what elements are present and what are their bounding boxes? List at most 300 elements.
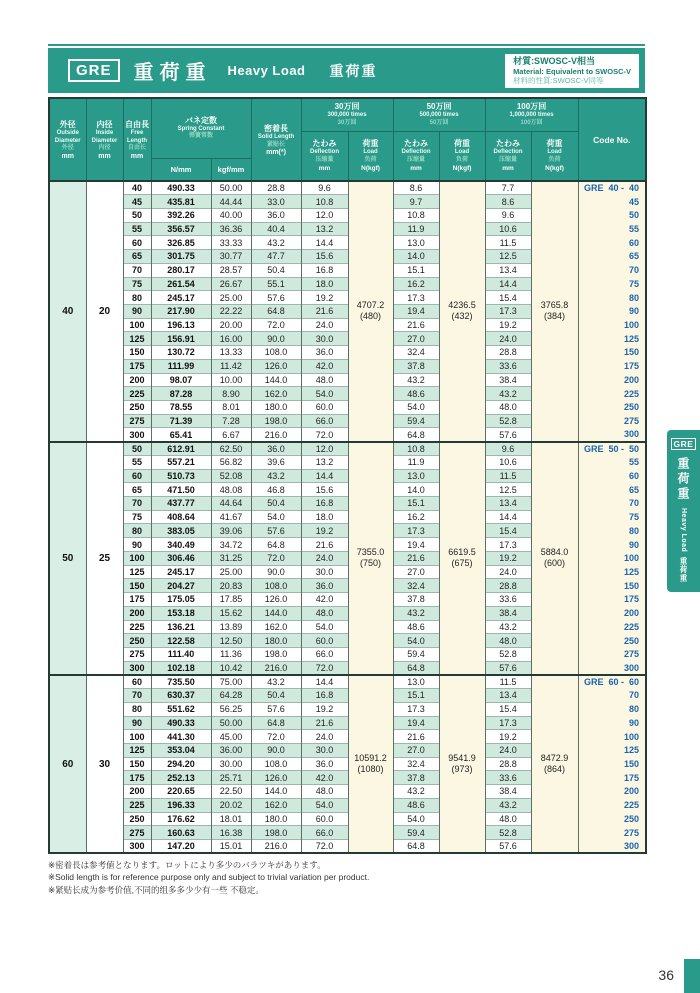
deflection-1000k-cell: 57.6: [485, 428, 531, 442]
deflection-1000k-cell: 48.0: [485, 812, 531, 826]
code-no-cell: 300: [578, 428, 646, 442]
spring-constant-n-cell: 147.20: [151, 840, 211, 854]
deflection-1000k-cell: 24.0: [485, 565, 531, 579]
spec-table-header: [49, 98, 646, 181]
spring-constant-n-cell: 175.05: [151, 593, 211, 607]
deflection-300k-cell: 10.8: [301, 195, 348, 209]
code-no-cell: 150: [578, 757, 646, 771]
deflection-500k-cell: 37.8: [393, 593, 439, 607]
spring-constant-n-cell: 111.99: [151, 359, 211, 373]
deflection-500k-cell: 14.0: [393, 483, 439, 497]
deflection-300k-cell: 19.2: [301, 524, 348, 538]
banner-top-rule: [48, 44, 645, 46]
deflection-1000k-cell: 52.8: [485, 414, 531, 428]
deflection-500k-cell: 17.3: [393, 291, 439, 305]
header-load-1000k: 荷重 Load 负荷 N(kgf): [531, 131, 578, 181]
load-1000k-cell: 8472.9 (864): [531, 675, 578, 853]
page-title-cn: 重荷重: [329, 62, 378, 79]
outside-diameter-cell: 40: [49, 181, 86, 442]
spring-constant-n-cell: 437.77: [151, 497, 211, 511]
deflection-300k-cell: 66.0: [301, 826, 348, 840]
deflection-300k-cell: 72.0: [301, 428, 348, 442]
solid-length-cell: 36.0: [251, 442, 301, 456]
deflection-300k-cell: 19.2: [301, 291, 348, 305]
table-row: [49, 181, 646, 195]
deflection-500k-cell: 17.3: [393, 702, 439, 716]
deflection-500k-cell: 11.9: [393, 222, 439, 236]
code-no-cell: 225: [578, 798, 646, 812]
spring-constant-kgf-cell: 75.00: [211, 675, 251, 689]
deflection-300k-cell: 54.0: [301, 798, 348, 812]
spring-constant-kgf-cell: 36.36: [211, 222, 251, 236]
code-no-cell: 80: [578, 524, 646, 538]
code-no-cell: 275: [578, 414, 646, 428]
deflection-1000k-cell: 52.8: [485, 826, 531, 840]
code-no-cell: 125: [578, 743, 646, 757]
deflection-500k-cell: 54.0: [393, 812, 439, 826]
spring-constant-kgf-cell: 52.08: [211, 469, 251, 483]
spring-constant-n-cell: 490.33: [151, 181, 211, 195]
header-cycles-300k: 30万回 300,000 times 30万回: [301, 98, 393, 131]
deflection-500k-cell: 15.1: [393, 497, 439, 511]
solid-length-cell: 55.1: [251, 277, 301, 291]
load-300k-cell: 4707.2 (480): [348, 181, 393, 442]
spec-table-body: [49, 181, 646, 853]
side-tab-title-cn: 重荷重: [679, 557, 688, 583]
solid-length-cell: 50.4: [251, 689, 301, 703]
deflection-300k-cell: 36.0: [301, 757, 348, 771]
spring-constant-kgf-cell: 36.00: [211, 743, 251, 757]
free-length-cell: 80: [123, 524, 151, 538]
deflection-1000k-cell: 8.6: [485, 195, 531, 209]
spring-constant-kgf-cell: 13.89: [211, 620, 251, 634]
solid-length-cell: 126.0: [251, 359, 301, 373]
code-no-cell: 150: [578, 346, 646, 360]
free-length-cell: 50: [123, 208, 151, 222]
deflection-300k-cell: 12.0: [301, 208, 348, 222]
deflection-500k-cell: 17.3: [393, 524, 439, 538]
free-length-cell: 200: [123, 373, 151, 387]
deflection-1000k-cell: 15.4: [485, 702, 531, 716]
deflection-500k-cell: 48.6: [393, 798, 439, 812]
deflection-300k-cell: 36.0: [301, 346, 348, 360]
spring-constant-kgf-cell: 48.08: [211, 483, 251, 497]
deflection-300k-cell: 48.0: [301, 606, 348, 620]
spring-constant-n-cell: 735.50: [151, 675, 211, 689]
deflection-1000k-cell: 24.0: [485, 743, 531, 757]
deflection-500k-cell: 43.2: [393, 785, 439, 799]
deflection-300k-cell: 24.0: [301, 551, 348, 565]
side-tab-heavy-load: [667, 430, 700, 592]
code-no-cell: 65: [578, 483, 646, 497]
spring-constant-n-cell: 326.85: [151, 236, 211, 250]
code-no-cell: GRE 40 - 40: [578, 181, 646, 195]
code-no-cell: 225: [578, 387, 646, 401]
spring-constant-kgf-cell: 44.44: [211, 195, 251, 209]
free-length-cell: 65: [123, 250, 151, 264]
deflection-1000k-cell: 57.6: [485, 840, 531, 854]
solid-length-cell: 162.0: [251, 798, 301, 812]
deflection-500k-cell: 64.8: [393, 840, 439, 854]
spring-constant-kgf-cell: 20.83: [211, 579, 251, 593]
free-length-cell: 60: [123, 469, 151, 483]
spring-constant-kgf-cell: 16.00: [211, 332, 251, 346]
free-length-cell: 65: [123, 483, 151, 497]
free-length-cell: 225: [123, 620, 151, 634]
header-banner: [48, 48, 645, 93]
deflection-300k-cell: 60.0: [301, 634, 348, 648]
code-no-cell: 125: [578, 565, 646, 579]
solid-length-cell: 36.0: [251, 208, 301, 222]
deflection-500k-cell: 54.0: [393, 401, 439, 415]
solid-length-cell: 72.0: [251, 551, 301, 565]
deflection-500k-cell: 8.6: [393, 181, 439, 195]
spring-constant-n-cell: 98.07: [151, 373, 211, 387]
load-300k-cell: 7355.0 (750): [348, 442, 393, 675]
spring-constant-kgf-cell: 20.02: [211, 798, 251, 812]
free-length-cell: 50: [123, 442, 151, 456]
spring-constant-n-cell: 245.17: [151, 291, 211, 305]
deflection-500k-cell: 19.4: [393, 538, 439, 552]
deflection-500k-cell: 19.4: [393, 716, 439, 730]
spring-constant-kgf-cell: 6.67: [211, 428, 251, 442]
spring-constant-n-cell: 383.05: [151, 524, 211, 538]
deflection-300k-cell: 12.0: [301, 442, 348, 456]
spring-constant-kgf-cell: 7.28: [211, 414, 251, 428]
code-no-cell: GRE 60 - 60: [578, 675, 646, 689]
deflection-1000k-cell: 48.0: [485, 634, 531, 648]
header-outside-diameter: 外径 Outside Diameter 外径 mm: [49, 98, 86, 181]
deflection-300k-cell: 30.0: [301, 743, 348, 757]
spring-constant-n-cell: 306.46: [151, 551, 211, 565]
side-tab-title-en: Heavy Load: [680, 508, 687, 553]
spring-constant-n-cell: 392.26: [151, 208, 211, 222]
header-cycles-1000k: 100万回 1,000,000 times 100万回: [485, 98, 578, 131]
code-no-cell: 75: [578, 510, 646, 524]
deflection-300k-cell: 16.8: [301, 689, 348, 703]
deflection-1000k-cell: 19.2: [485, 318, 531, 332]
solid-length-cell: 108.0: [251, 757, 301, 771]
spring-constant-n-cell: 630.37: [151, 689, 211, 703]
deflection-500k-cell: 32.4: [393, 579, 439, 593]
spring-constant-n-cell: 471.50: [151, 483, 211, 497]
deflection-300k-cell: 21.6: [301, 304, 348, 318]
spring-constant-kgf-cell: 15.62: [211, 606, 251, 620]
code-no-cell: 55: [578, 222, 646, 236]
deflection-1000k-cell: 38.4: [485, 785, 531, 799]
solid-length-cell: 33.0: [251, 195, 301, 209]
solid-length-cell: 54.0: [251, 510, 301, 524]
spring-constant-kgf-cell: 44.64: [211, 497, 251, 511]
free-length-cell: 125: [123, 743, 151, 757]
deflection-500k-cell: 13.0: [393, 236, 439, 250]
footnotes: [48, 859, 369, 896]
spring-constant-n-cell: 196.33: [151, 798, 211, 812]
deflection-1000k-cell: 19.2: [485, 730, 531, 744]
load-1000k-cell: 3765.8 (384): [531, 181, 578, 442]
code-no-cell: 100: [578, 318, 646, 332]
solid-length-cell: 57.6: [251, 524, 301, 538]
spring-constant-kgf-cell: 41.67: [211, 510, 251, 524]
free-length-cell: 100: [123, 730, 151, 744]
table-row: [49, 442, 646, 456]
spring-constant-n-cell: 71.39: [151, 414, 211, 428]
solid-length-cell: 216.0: [251, 661, 301, 675]
spring-constant-kgf-cell: 22.22: [211, 304, 251, 318]
deflection-300k-cell: 48.0: [301, 373, 348, 387]
deflection-1000k-cell: 9.6: [485, 208, 531, 222]
deflection-300k-cell: 60.0: [301, 401, 348, 415]
deflection-1000k-cell: 38.4: [485, 373, 531, 387]
load-500k-cell: 4236.5 (432): [439, 181, 485, 442]
free-length-cell: 90: [123, 538, 151, 552]
deflection-1000k-cell: 43.2: [485, 620, 531, 634]
code-no-cell: 175: [578, 771, 646, 785]
solid-length-cell: 198.0: [251, 414, 301, 428]
free-length-cell: 250: [123, 401, 151, 415]
spring-constant-kgf-cell: 12.50: [211, 634, 251, 648]
free-length-cell: 40: [123, 181, 151, 195]
spring-constant-n-cell: 551.62: [151, 702, 211, 716]
deflection-500k-cell: 43.2: [393, 373, 439, 387]
solid-length-cell: 39.6: [251, 455, 301, 469]
spring-constant-n-cell: 176.62: [151, 812, 211, 826]
solid-length-cell: 28.8: [251, 181, 301, 195]
code-no-cell: 80: [578, 291, 646, 305]
solid-length-cell: 90.0: [251, 332, 301, 346]
deflection-1000k-cell: 28.8: [485, 757, 531, 771]
free-length-cell: 275: [123, 647, 151, 661]
header-cycles-500k: 50万回 500,000 times 50万回: [393, 98, 485, 131]
deflection-500k-cell: 48.6: [393, 387, 439, 401]
deflection-500k-cell: 16.2: [393, 277, 439, 291]
solid-length-cell: 198.0: [251, 826, 301, 840]
deflection-500k-cell: 32.4: [393, 757, 439, 771]
deflection-500k-cell: 14.0: [393, 250, 439, 264]
deflection-1000k-cell: 14.4: [485, 510, 531, 524]
code-no-cell: 125: [578, 332, 646, 346]
spring-constant-n-cell: 136.21: [151, 620, 211, 634]
deflection-1000k-cell: 10.6: [485, 455, 531, 469]
code-no-cell: 80: [578, 702, 646, 716]
deflection-300k-cell: 72.0: [301, 840, 348, 854]
deflection-500k-cell: 64.8: [393, 428, 439, 442]
deflection-300k-cell: 54.0: [301, 620, 348, 634]
code-no-cell: 275: [578, 826, 646, 840]
deflection-500k-cell: 21.6: [393, 318, 439, 332]
deflection-1000k-cell: 17.3: [485, 304, 531, 318]
spring-constant-n-cell: 111.40: [151, 647, 211, 661]
material-line-jp: 材質:SWOSC-V相当: [513, 55, 596, 66]
deflection-500k-cell: 59.4: [393, 414, 439, 428]
free-length-cell: 275: [123, 414, 151, 428]
free-length-cell: 55: [123, 222, 151, 236]
free-length-cell: 60: [123, 236, 151, 250]
deflection-300k-cell: 13.2: [301, 222, 348, 236]
code-no-cell: 250: [578, 634, 646, 648]
deflection-1000k-cell: 7.7: [485, 181, 531, 195]
spring-constant-n-cell: 294.20: [151, 757, 211, 771]
spring-constant-n-cell: 557.21: [151, 455, 211, 469]
solid-length-cell: 198.0: [251, 647, 301, 661]
solid-length-cell: 72.0: [251, 318, 301, 332]
deflection-500k-cell: 59.4: [393, 647, 439, 661]
deflection-500k-cell: 43.2: [393, 606, 439, 620]
header-solid-length: 密着長 Solid Length 紧贴长 mm(*): [251, 98, 301, 181]
free-length-cell: 125: [123, 332, 151, 346]
deflection-500k-cell: 15.1: [393, 263, 439, 277]
solid-length-cell: 216.0: [251, 428, 301, 442]
deflection-1000k-cell: 15.4: [485, 291, 531, 305]
free-length-cell: 250: [123, 634, 151, 648]
code-no-cell: 300: [578, 840, 646, 854]
deflection-1000k-cell: 11.5: [485, 469, 531, 483]
spring-constant-n-cell: 301.75: [151, 250, 211, 264]
deflection-500k-cell: 54.0: [393, 634, 439, 648]
spring-constant-kgf-cell: 16.38: [211, 826, 251, 840]
spring-constant-kgf-cell: 10.00: [211, 373, 251, 387]
free-length-cell: 200: [123, 785, 151, 799]
inside-diameter-cell: 20: [86, 181, 123, 442]
spring-constant-n-cell: 612.91: [151, 442, 211, 456]
spring-constant-n-cell: 408.64: [151, 510, 211, 524]
spring-constant-n-cell: 441.30: [151, 730, 211, 744]
solid-length-cell: 57.6: [251, 702, 301, 716]
spring-constant-kgf-cell: 20.00: [211, 318, 251, 332]
spring-constant-kgf-cell: 25.00: [211, 291, 251, 305]
code-no-cell: 300: [578, 661, 646, 675]
free-length-cell: 45: [123, 195, 151, 209]
deflection-500k-cell: 11.9: [393, 455, 439, 469]
spring-constant-kgf-cell: 45.00: [211, 730, 251, 744]
solid-length-cell: 144.0: [251, 606, 301, 620]
deflection-500k-cell: 13.0: [393, 675, 439, 689]
spring-constant-kgf-cell: 33.33: [211, 236, 251, 250]
deflection-300k-cell: 19.2: [301, 702, 348, 716]
spring-constant-n-cell: 245.17: [151, 565, 211, 579]
deflection-300k-cell: 54.0: [301, 387, 348, 401]
spring-constant-kgf-cell: 8.01: [211, 401, 251, 415]
deflection-500k-cell: 59.4: [393, 826, 439, 840]
deflection-300k-cell: 18.0: [301, 510, 348, 524]
deflection-1000k-cell: 15.4: [485, 524, 531, 538]
code-no-cell: 75: [578, 277, 646, 291]
deflection-1000k-cell: 13.4: [485, 497, 531, 511]
header-load-300k: 荷重 Load 负荷 N(kgf): [348, 131, 393, 181]
deflection-300k-cell: 24.0: [301, 730, 348, 744]
header-spring-constant: バネ定数 Spring Constant 弹簧常数: [151, 98, 251, 158]
deflection-300k-cell: 16.8: [301, 263, 348, 277]
free-length-cell: 225: [123, 798, 151, 812]
spring-constant-kgf-cell: 15.01: [211, 840, 251, 854]
free-length-cell: 80: [123, 291, 151, 305]
spring-constant-n-cell: 490.33: [151, 716, 211, 730]
spring-constant-kgf-cell: 30.00: [211, 757, 251, 771]
free-length-cell: 150: [123, 579, 151, 593]
spring-constant-kgf-cell: 56.25: [211, 702, 251, 716]
footnote-cn: ※紧贴长成为参考价值,不同的组多多少少有一些 不稳定。: [48, 884, 264, 895]
deflection-500k-cell: 10.8: [393, 208, 439, 222]
solid-length-cell: 43.2: [251, 469, 301, 483]
code-no-cell: 250: [578, 401, 646, 415]
deflection-1000k-cell: 13.4: [485, 689, 531, 703]
free-length-cell: 175: [123, 359, 151, 373]
deflection-300k-cell: 13.2: [301, 455, 348, 469]
code-no-cell: 150: [578, 579, 646, 593]
solid-length-cell: 90.0: [251, 743, 301, 757]
spring-constant-n-cell: 220.65: [151, 785, 211, 799]
spring-constant-kgf-cell: 11.36: [211, 647, 251, 661]
deflection-500k-cell: 10.8: [393, 442, 439, 456]
material-info-box: [505, 54, 639, 88]
code-no-cell: 90: [578, 304, 646, 318]
free-length-cell: 70: [123, 689, 151, 703]
code-no-cell: 200: [578, 373, 646, 387]
deflection-1000k-cell: 17.3: [485, 716, 531, 730]
solid-length-cell: 64.8: [251, 538, 301, 552]
deflection-500k-cell: 15.1: [393, 689, 439, 703]
deflection-300k-cell: 15.6: [301, 483, 348, 497]
solid-length-cell: 50.4: [251, 263, 301, 277]
spring-constant-n-cell: 261.54: [151, 277, 211, 291]
inside-diameter-cell: 25: [86, 442, 123, 675]
solid-length-cell: 64.8: [251, 304, 301, 318]
solid-length-cell: 108.0: [251, 346, 301, 360]
deflection-500k-cell: 21.6: [393, 551, 439, 565]
code-no-cell: 55: [578, 455, 646, 469]
spring-constant-n-cell: 252.13: [151, 771, 211, 785]
spring-constant-n-cell: 156.91: [151, 332, 211, 346]
load-1000k-cell: 5884.0 (600): [531, 442, 578, 675]
deflection-1000k-cell: 33.6: [485, 771, 531, 785]
free-length-cell: 75: [123, 277, 151, 291]
code-no-cell: 90: [578, 538, 646, 552]
free-length-cell: 175: [123, 771, 151, 785]
free-length-cell: 300: [123, 661, 151, 675]
header-free-length: 自由長 Free Length 自由长 mm: [123, 98, 151, 181]
spring-constant-n-cell: 356.57: [151, 222, 211, 236]
deflection-300k-cell: 36.0: [301, 579, 348, 593]
deflection-300k-cell: 30.0: [301, 332, 348, 346]
spec-table: [48, 97, 647, 854]
header-inside-diameter: 内径 Inside Diameter 内径 mm: [86, 98, 123, 181]
spring-constant-kgf-cell: 62.50: [211, 442, 251, 456]
deflection-500k-cell: 48.6: [393, 620, 439, 634]
solid-length-cell: 43.2: [251, 675, 301, 689]
deflection-1000k-cell: 57.6: [485, 661, 531, 675]
material-line-en: Material: Equivalent to SWOSC-V: [513, 66, 631, 76]
code-no-cell: 60: [578, 236, 646, 250]
free-length-cell: 225: [123, 387, 151, 401]
deflection-1000k-cell: 10.6: [485, 222, 531, 236]
side-tab-series-badge: GRE: [671, 438, 697, 450]
deflection-300k-cell: 66.0: [301, 414, 348, 428]
solid-length-cell: 57.6: [251, 291, 301, 305]
load-500k-cell: 6619.5 (675): [439, 442, 485, 675]
deflection-500k-cell: 32.4: [393, 346, 439, 360]
deflection-1000k-cell: 12.5: [485, 483, 531, 497]
page-title-jp: 重荷重: [133, 62, 212, 84]
deflection-300k-cell: 42.0: [301, 771, 348, 785]
table-row: [49, 675, 646, 689]
free-length-cell: 90: [123, 716, 151, 730]
code-no-cell: 65: [578, 250, 646, 264]
deflection-300k-cell: 42.0: [301, 359, 348, 373]
free-length-cell: 90: [123, 304, 151, 318]
deflection-300k-cell: 14.4: [301, 236, 348, 250]
deflection-500k-cell: 27.0: [393, 332, 439, 346]
free-length-cell: 300: [123, 428, 151, 442]
